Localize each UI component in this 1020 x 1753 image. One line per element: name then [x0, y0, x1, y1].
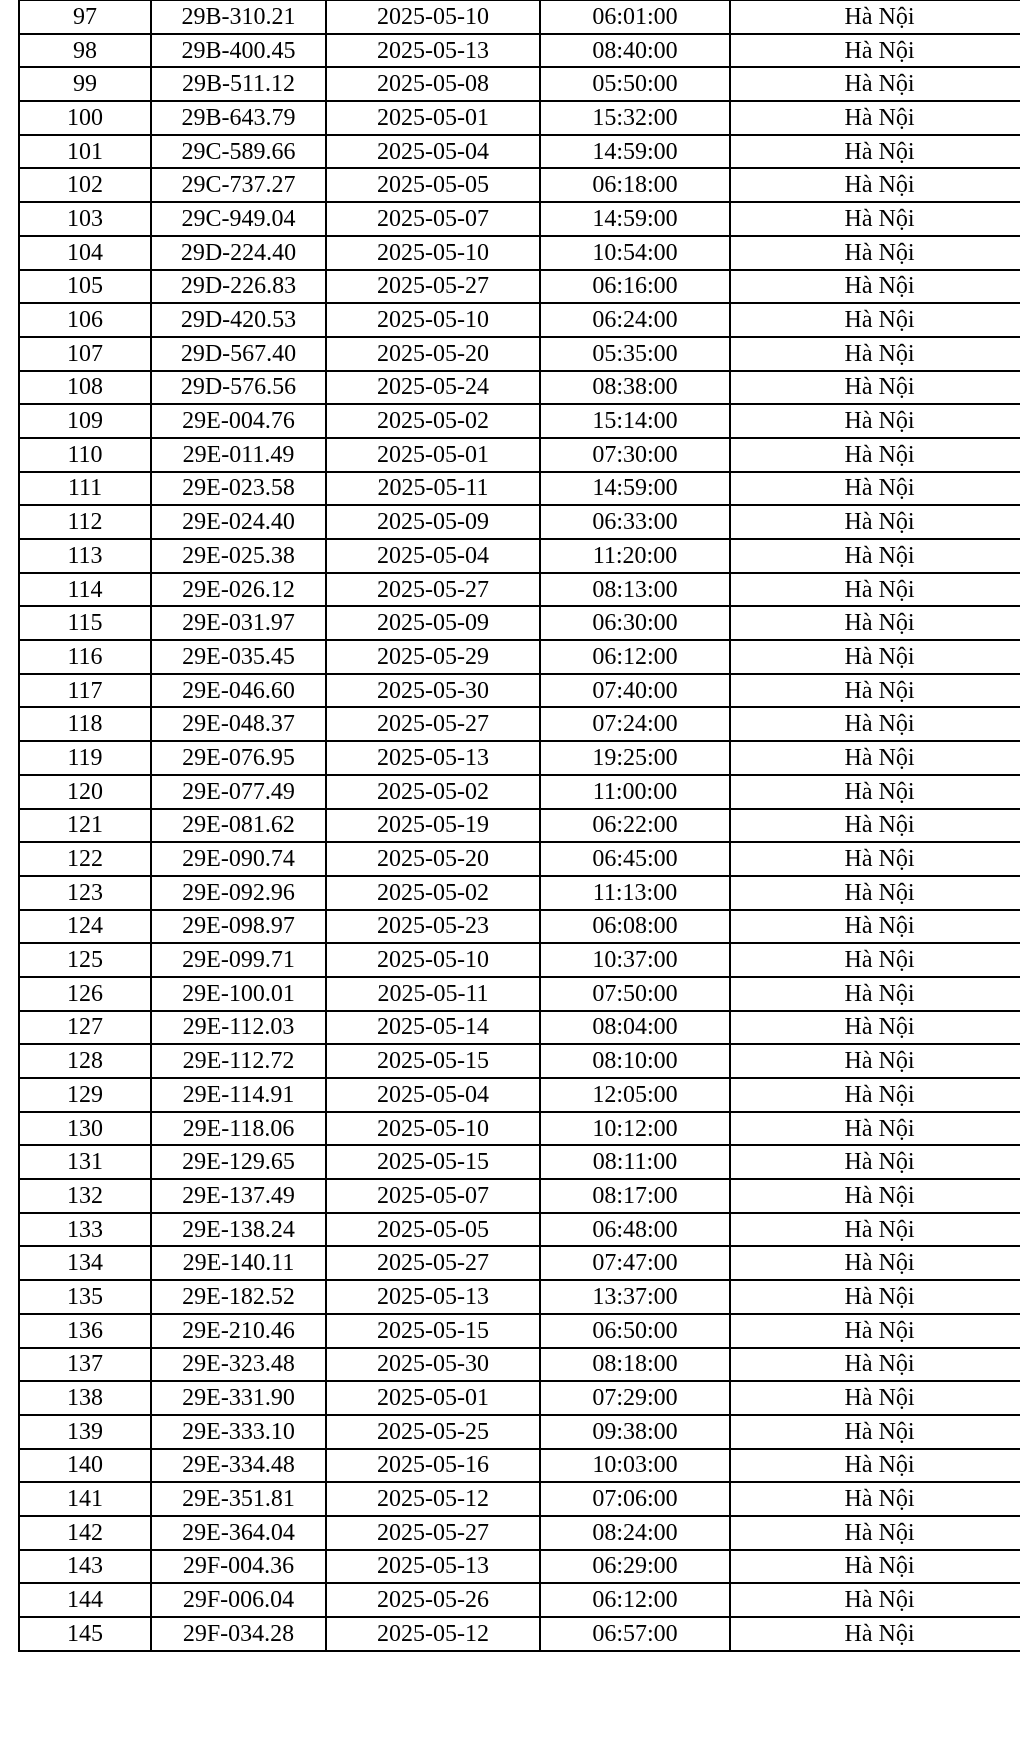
- row-number-cell: 126: [19, 977, 151, 1011]
- table-row: [19, 1550, 1020, 1584]
- date-cell: 2025-05-04: [326, 539, 540, 573]
- location-cell: Hà Nội: [730, 1011, 1020, 1045]
- row-number-cell: 97: [19, 0, 151, 34]
- time-cell: 10:54:00: [540, 236, 730, 270]
- table-row: [19, 977, 1020, 1011]
- license-plate-cell: 29D-224.40: [151, 236, 326, 270]
- license-plate-cell: 29E-011.49: [151, 438, 326, 472]
- license-plate-cell: 29E-004.76: [151, 404, 326, 438]
- location-cell: Hà Nội: [730, 1314, 1020, 1348]
- license-plate-cell: 29E-333.10: [151, 1415, 326, 1449]
- date-cell: 2025-05-23: [326, 910, 540, 944]
- row-number-cell: 140: [19, 1449, 151, 1483]
- date-cell: 2025-05-15: [326, 1145, 540, 1179]
- time-cell: 08:17:00: [540, 1179, 730, 1213]
- time-cell: 08:18:00: [540, 1348, 730, 1382]
- table-row: [19, 1246, 1020, 1280]
- time-cell: 14:59:00: [540, 472, 730, 506]
- row-number-cell: 120: [19, 775, 151, 809]
- location-cell: Hà Nội: [730, 0, 1020, 34]
- license-plate-cell: 29D-226.83: [151, 270, 326, 304]
- date-cell: 2025-05-02: [326, 775, 540, 809]
- license-plate-cell: 29B-511.12: [151, 67, 326, 101]
- time-cell: 07:50:00: [540, 977, 730, 1011]
- date-cell: 2025-05-26: [326, 1583, 540, 1617]
- license-plate-cell: 29E-210.46: [151, 1314, 326, 1348]
- row-number-cell: 139: [19, 1415, 151, 1449]
- row-number-cell: 124: [19, 910, 151, 944]
- row-number-cell: 131: [19, 1145, 151, 1179]
- location-cell: Hà Nội: [730, 606, 1020, 640]
- time-cell: 06:12:00: [540, 640, 730, 674]
- table-row: [19, 1078, 1020, 1112]
- license-plate-cell: 29E-114.91: [151, 1078, 326, 1112]
- date-cell: 2025-05-14: [326, 1011, 540, 1045]
- time-cell: 07:30:00: [540, 438, 730, 472]
- license-plate-cell: 29E-364.04: [151, 1516, 326, 1550]
- row-number-cell: 103: [19, 202, 151, 236]
- table-row: [19, 606, 1020, 640]
- row-number-cell: 106: [19, 303, 151, 337]
- location-cell: Hà Nội: [730, 1583, 1020, 1617]
- table-body: [19, 0, 1020, 1651]
- time-cell: 06:45:00: [540, 842, 730, 876]
- license-plate-cell: 29E-023.58: [151, 472, 326, 506]
- time-cell: 07:06:00: [540, 1482, 730, 1516]
- row-number-cell: 134: [19, 1246, 151, 1280]
- date-cell: 2025-05-07: [326, 202, 540, 236]
- location-cell: Hà Nội: [730, 1415, 1020, 1449]
- license-plate-cell: 29D-576.56: [151, 371, 326, 405]
- location-cell: Hà Nội: [730, 539, 1020, 573]
- row-number-cell: 99: [19, 67, 151, 101]
- time-cell: 12:05:00: [540, 1078, 730, 1112]
- row-number-cell: 138: [19, 1381, 151, 1415]
- table-row: [19, 1617, 1020, 1651]
- license-plate-cell: 29D-420.53: [151, 303, 326, 337]
- date-cell: 2025-05-11: [326, 977, 540, 1011]
- license-plate-cell: 29B-400.45: [151, 34, 326, 68]
- row-number-cell: 127: [19, 1011, 151, 1045]
- location-cell: Hà Nội: [730, 842, 1020, 876]
- row-number-cell: 128: [19, 1044, 151, 1078]
- row-number-cell: 141: [19, 1482, 151, 1516]
- row-number-cell: 136: [19, 1314, 151, 1348]
- date-cell: 2025-05-04: [326, 1078, 540, 1112]
- table-row: [19, 168, 1020, 202]
- license-plate-cell: 29E-351.81: [151, 1482, 326, 1516]
- license-plate-cell: 29E-046.60: [151, 674, 326, 708]
- time-cell: 06:33:00: [540, 505, 730, 539]
- date-cell: 2025-05-20: [326, 337, 540, 371]
- date-cell: 2025-05-10: [326, 943, 540, 977]
- row-number-cell: 132: [19, 1179, 151, 1213]
- date-cell: 2025-05-11: [326, 472, 540, 506]
- row-number-cell: 129: [19, 1078, 151, 1112]
- location-cell: Hà Nội: [730, 303, 1020, 337]
- time-cell: 06:18:00: [540, 168, 730, 202]
- date-cell: 2025-05-27: [326, 1246, 540, 1280]
- location-cell: Hà Nội: [730, 876, 1020, 910]
- row-number-cell: 122: [19, 842, 151, 876]
- license-plate-cell: 29B-310.21: [151, 0, 326, 34]
- date-cell: 2025-05-13: [326, 1280, 540, 1314]
- time-cell: 13:37:00: [540, 1280, 730, 1314]
- license-plate-cell: 29E-025.38: [151, 539, 326, 573]
- license-plate-cell: 29C-589.66: [151, 135, 326, 169]
- row-number-cell: 133: [19, 1213, 151, 1247]
- location-cell: Hà Nội: [730, 67, 1020, 101]
- location-cell: Hà Nội: [730, 809, 1020, 843]
- table-row: [19, 1583, 1020, 1617]
- row-number-cell: 104: [19, 236, 151, 270]
- time-cell: 08:40:00: [540, 34, 730, 68]
- table-row: [19, 1482, 1020, 1516]
- time-cell: 08:11:00: [540, 1145, 730, 1179]
- table-row: [19, 1011, 1020, 1045]
- row-number-cell: 144: [19, 1583, 151, 1617]
- location-cell: Hà Nội: [730, 1348, 1020, 1382]
- violation-table: [18, 0, 1020, 1652]
- time-cell: 07:47:00: [540, 1246, 730, 1280]
- time-cell: 06:16:00: [540, 270, 730, 304]
- time-cell: 06:12:00: [540, 1583, 730, 1617]
- table-row: [19, 270, 1020, 304]
- row-number-cell: 117: [19, 674, 151, 708]
- license-plate-cell: 29C-949.04: [151, 202, 326, 236]
- table-row: [19, 135, 1020, 169]
- date-cell: 2025-05-27: [326, 707, 540, 741]
- license-plate-cell: 29E-099.71: [151, 943, 326, 977]
- table-row: [19, 1381, 1020, 1415]
- table-row: [19, 573, 1020, 607]
- row-number-cell: 112: [19, 505, 151, 539]
- location-cell: Hà Nội: [730, 1550, 1020, 1584]
- row-number-cell: 135: [19, 1280, 151, 1314]
- table-row: [19, 371, 1020, 405]
- time-cell: 15:32:00: [540, 101, 730, 135]
- row-number-cell: 107: [19, 337, 151, 371]
- date-cell: 2025-05-01: [326, 101, 540, 135]
- row-number-cell: 145: [19, 1617, 151, 1651]
- table-row: [19, 1449, 1020, 1483]
- table-row: [19, 1415, 1020, 1449]
- row-number-cell: 121: [19, 809, 151, 843]
- location-cell: Hà Nội: [730, 1078, 1020, 1112]
- date-cell: 2025-05-10: [326, 1112, 540, 1146]
- time-cell: 08:13:00: [540, 573, 730, 607]
- time-cell: 07:29:00: [540, 1381, 730, 1415]
- date-cell: 2025-05-24: [326, 371, 540, 405]
- location-cell: Hà Nội: [730, 1044, 1020, 1078]
- location-cell: Hà Nội: [730, 371, 1020, 405]
- table-row: [19, 236, 1020, 270]
- license-plate-cell: 29C-737.27: [151, 168, 326, 202]
- location-cell: Hà Nội: [730, 1145, 1020, 1179]
- license-plate-cell: 29E-076.95: [151, 741, 326, 775]
- time-cell: 06:08:00: [540, 910, 730, 944]
- time-cell: 06:22:00: [540, 809, 730, 843]
- table-row: [19, 539, 1020, 573]
- license-plate-cell: 29E-138.24: [151, 1213, 326, 1247]
- time-cell: 08:24:00: [540, 1516, 730, 1550]
- location-cell: Hà Nội: [730, 573, 1020, 607]
- table-row: [19, 1516, 1020, 1550]
- table-row: [19, 1112, 1020, 1146]
- license-plate-cell: 29E-334.48: [151, 1449, 326, 1483]
- time-cell: 06:01:00: [540, 0, 730, 34]
- date-cell: 2025-05-20: [326, 842, 540, 876]
- time-cell: 08:38:00: [540, 371, 730, 405]
- license-plate-cell: 29F-006.04: [151, 1583, 326, 1617]
- license-plate-cell: 29E-118.06: [151, 1112, 326, 1146]
- date-cell: 2025-05-10: [326, 303, 540, 337]
- license-plate-cell: 29E-137.49: [151, 1179, 326, 1213]
- table-row: [19, 101, 1020, 135]
- location-cell: Hà Nội: [730, 707, 1020, 741]
- table-row: [19, 202, 1020, 236]
- date-cell: 2025-05-13: [326, 34, 540, 68]
- license-plate-cell: 29E-323.48: [151, 1348, 326, 1382]
- table-row: [19, 303, 1020, 337]
- time-cell: 14:59:00: [540, 202, 730, 236]
- table-row: [19, 741, 1020, 775]
- date-cell: 2025-05-13: [326, 741, 540, 775]
- time-cell: 10:37:00: [540, 943, 730, 977]
- time-cell: 11:20:00: [540, 539, 730, 573]
- table-row: [19, 1179, 1020, 1213]
- license-plate-cell: 29F-034.28: [151, 1617, 326, 1651]
- row-number-cell: 98: [19, 34, 151, 68]
- location-cell: Hà Nội: [730, 1112, 1020, 1146]
- date-cell: 2025-05-30: [326, 674, 540, 708]
- location-cell: Hà Nội: [730, 270, 1020, 304]
- row-number-cell: 108: [19, 371, 151, 405]
- date-cell: 2025-05-09: [326, 606, 540, 640]
- table-row: [19, 842, 1020, 876]
- time-cell: 07:24:00: [540, 707, 730, 741]
- time-cell: 06:29:00: [540, 1550, 730, 1584]
- location-cell: Hà Nội: [730, 977, 1020, 1011]
- license-plate-cell: 29E-129.65: [151, 1145, 326, 1179]
- license-plate-cell: 29E-112.72: [151, 1044, 326, 1078]
- table-row: [19, 674, 1020, 708]
- row-number-cell: 118: [19, 707, 151, 741]
- date-cell: 2025-05-05: [326, 168, 540, 202]
- date-cell: 2025-05-12: [326, 1617, 540, 1651]
- license-plate-cell: 29E-048.37: [151, 707, 326, 741]
- time-cell: 10:12:00: [540, 1112, 730, 1146]
- date-cell: 2025-05-27: [326, 573, 540, 607]
- row-number-cell: 113: [19, 539, 151, 573]
- location-cell: Hà Nội: [730, 1280, 1020, 1314]
- license-plate-cell: 29D-567.40: [151, 337, 326, 371]
- license-plate-cell: 29F-004.36: [151, 1550, 326, 1584]
- location-cell: Hà Nội: [730, 337, 1020, 371]
- table-row: [19, 0, 1020, 34]
- location-cell: Hà Nội: [730, 910, 1020, 944]
- table-row: [19, 404, 1020, 438]
- location-cell: Hà Nội: [730, 1482, 1020, 1516]
- date-cell: 2025-05-01: [326, 1381, 540, 1415]
- location-cell: Hà Nội: [730, 674, 1020, 708]
- license-plate-cell: 29E-035.45: [151, 640, 326, 674]
- license-plate-cell: 29E-098.97: [151, 910, 326, 944]
- row-number-cell: 105: [19, 270, 151, 304]
- license-plate-cell: 29E-182.52: [151, 1280, 326, 1314]
- table-row: [19, 775, 1020, 809]
- location-cell: Hà Nội: [730, 101, 1020, 135]
- location-cell: Hà Nội: [730, 202, 1020, 236]
- row-number-cell: 123: [19, 876, 151, 910]
- date-cell: 2025-05-13: [326, 1550, 540, 1584]
- date-cell: 2025-05-29: [326, 640, 540, 674]
- row-number-cell: 125: [19, 943, 151, 977]
- location-cell: Hà Nội: [730, 472, 1020, 506]
- time-cell: 19:25:00: [540, 741, 730, 775]
- time-cell: 11:00:00: [540, 775, 730, 809]
- location-cell: Hà Nội: [730, 34, 1020, 68]
- license-plate-cell: 29E-026.12: [151, 573, 326, 607]
- license-plate-cell: 29E-331.90: [151, 1381, 326, 1415]
- date-cell: 2025-05-12: [326, 1482, 540, 1516]
- location-cell: Hà Nội: [730, 1449, 1020, 1483]
- row-number-cell: 137: [19, 1348, 151, 1382]
- location-cell: Hà Nội: [730, 1213, 1020, 1247]
- row-number-cell: 100: [19, 101, 151, 135]
- row-number-cell: 101: [19, 135, 151, 169]
- date-cell: 2025-05-01: [326, 438, 540, 472]
- location-cell: Hà Nội: [730, 1381, 1020, 1415]
- row-number-cell: 102: [19, 168, 151, 202]
- table-row: [19, 910, 1020, 944]
- license-plate-cell: 29E-081.62: [151, 809, 326, 843]
- table-row: [19, 1348, 1020, 1382]
- location-cell: Hà Nội: [730, 741, 1020, 775]
- date-cell: 2025-05-02: [326, 404, 540, 438]
- table-row: [19, 472, 1020, 506]
- table-row: [19, 1044, 1020, 1078]
- license-plate-cell: 29E-031.97: [151, 606, 326, 640]
- time-cell: 08:10:00: [540, 1044, 730, 1078]
- row-number-cell: 115: [19, 606, 151, 640]
- row-number-cell: 130: [19, 1112, 151, 1146]
- table-row: [19, 34, 1020, 68]
- time-cell: 09:38:00: [540, 1415, 730, 1449]
- license-plate-cell: 29B-643.79: [151, 101, 326, 135]
- date-cell: 2025-05-04: [326, 135, 540, 169]
- date-cell: 2025-05-27: [326, 1516, 540, 1550]
- time-cell: 05:35:00: [540, 337, 730, 371]
- row-number-cell: 142: [19, 1516, 151, 1550]
- time-cell: 07:40:00: [540, 674, 730, 708]
- license-plate-cell: 29E-140.11: [151, 1246, 326, 1280]
- location-cell: Hà Nội: [730, 404, 1020, 438]
- location-cell: Hà Nội: [730, 1179, 1020, 1213]
- date-cell: 2025-05-10: [326, 236, 540, 270]
- date-cell: 2025-05-09: [326, 505, 540, 539]
- location-cell: Hà Nội: [730, 775, 1020, 809]
- date-cell: 2025-05-30: [326, 1348, 540, 1382]
- time-cell: 15:14:00: [540, 404, 730, 438]
- time-cell: 06:24:00: [540, 303, 730, 337]
- table-row: [19, 707, 1020, 741]
- time-cell: 14:59:00: [540, 135, 730, 169]
- license-plate-cell: 29E-112.03: [151, 1011, 326, 1045]
- row-number-cell: 114: [19, 573, 151, 607]
- table-row: [19, 809, 1020, 843]
- location-cell: Hà Nội: [730, 505, 1020, 539]
- time-cell: 06:57:00: [540, 1617, 730, 1651]
- license-plate-cell: 29E-100.01: [151, 977, 326, 1011]
- time-cell: 06:30:00: [540, 606, 730, 640]
- time-cell: 06:50:00: [540, 1314, 730, 1348]
- date-cell: 2025-05-05: [326, 1213, 540, 1247]
- table-row: [19, 67, 1020, 101]
- row-number-cell: 109: [19, 404, 151, 438]
- table-row: [19, 640, 1020, 674]
- date-cell: 2025-05-19: [326, 809, 540, 843]
- location-cell: Hà Nội: [730, 1617, 1020, 1651]
- row-number-cell: 110: [19, 438, 151, 472]
- location-cell: Hà Nội: [730, 236, 1020, 270]
- location-cell: Hà Nội: [730, 1516, 1020, 1550]
- table-row: [19, 1280, 1020, 1314]
- location-cell: Hà Nội: [730, 168, 1020, 202]
- table-row: [19, 337, 1020, 371]
- time-cell: 08:04:00: [540, 1011, 730, 1045]
- row-number-cell: 111: [19, 472, 151, 506]
- table-row: [19, 1145, 1020, 1179]
- time-cell: 10:03:00: [540, 1449, 730, 1483]
- table-row: [19, 943, 1020, 977]
- location-cell: Hà Nội: [730, 438, 1020, 472]
- date-cell: 2025-05-07: [326, 1179, 540, 1213]
- table-row: [19, 876, 1020, 910]
- table-row: [19, 505, 1020, 539]
- row-number-cell: 116: [19, 640, 151, 674]
- time-cell: 11:13:00: [540, 876, 730, 910]
- table-row: [19, 438, 1020, 472]
- time-cell: 05:50:00: [540, 67, 730, 101]
- table-row: [19, 1213, 1020, 1247]
- license-plate-cell: 29E-077.49: [151, 775, 326, 809]
- location-cell: Hà Nội: [730, 943, 1020, 977]
- date-cell: 2025-05-15: [326, 1044, 540, 1078]
- time-cell: 06:48:00: [540, 1213, 730, 1247]
- date-cell: 2025-05-10: [326, 0, 540, 34]
- row-number-cell: 143: [19, 1550, 151, 1584]
- license-plate-cell: 29E-090.74: [151, 842, 326, 876]
- date-cell: 2025-05-16: [326, 1449, 540, 1483]
- row-number-cell: 119: [19, 741, 151, 775]
- location-cell: Hà Nội: [730, 135, 1020, 169]
- location-cell: Hà Nội: [730, 1246, 1020, 1280]
- license-plate-cell: 29E-092.96: [151, 876, 326, 910]
- table-row: [19, 1314, 1020, 1348]
- license-plate-cell: 29E-024.40: [151, 505, 326, 539]
- date-cell: 2025-05-27: [326, 270, 540, 304]
- date-cell: 2025-05-08: [326, 67, 540, 101]
- location-cell: Hà Nội: [730, 640, 1020, 674]
- date-cell: 2025-05-25: [326, 1415, 540, 1449]
- date-cell: 2025-05-15: [326, 1314, 540, 1348]
- date-cell: 2025-05-02: [326, 876, 540, 910]
